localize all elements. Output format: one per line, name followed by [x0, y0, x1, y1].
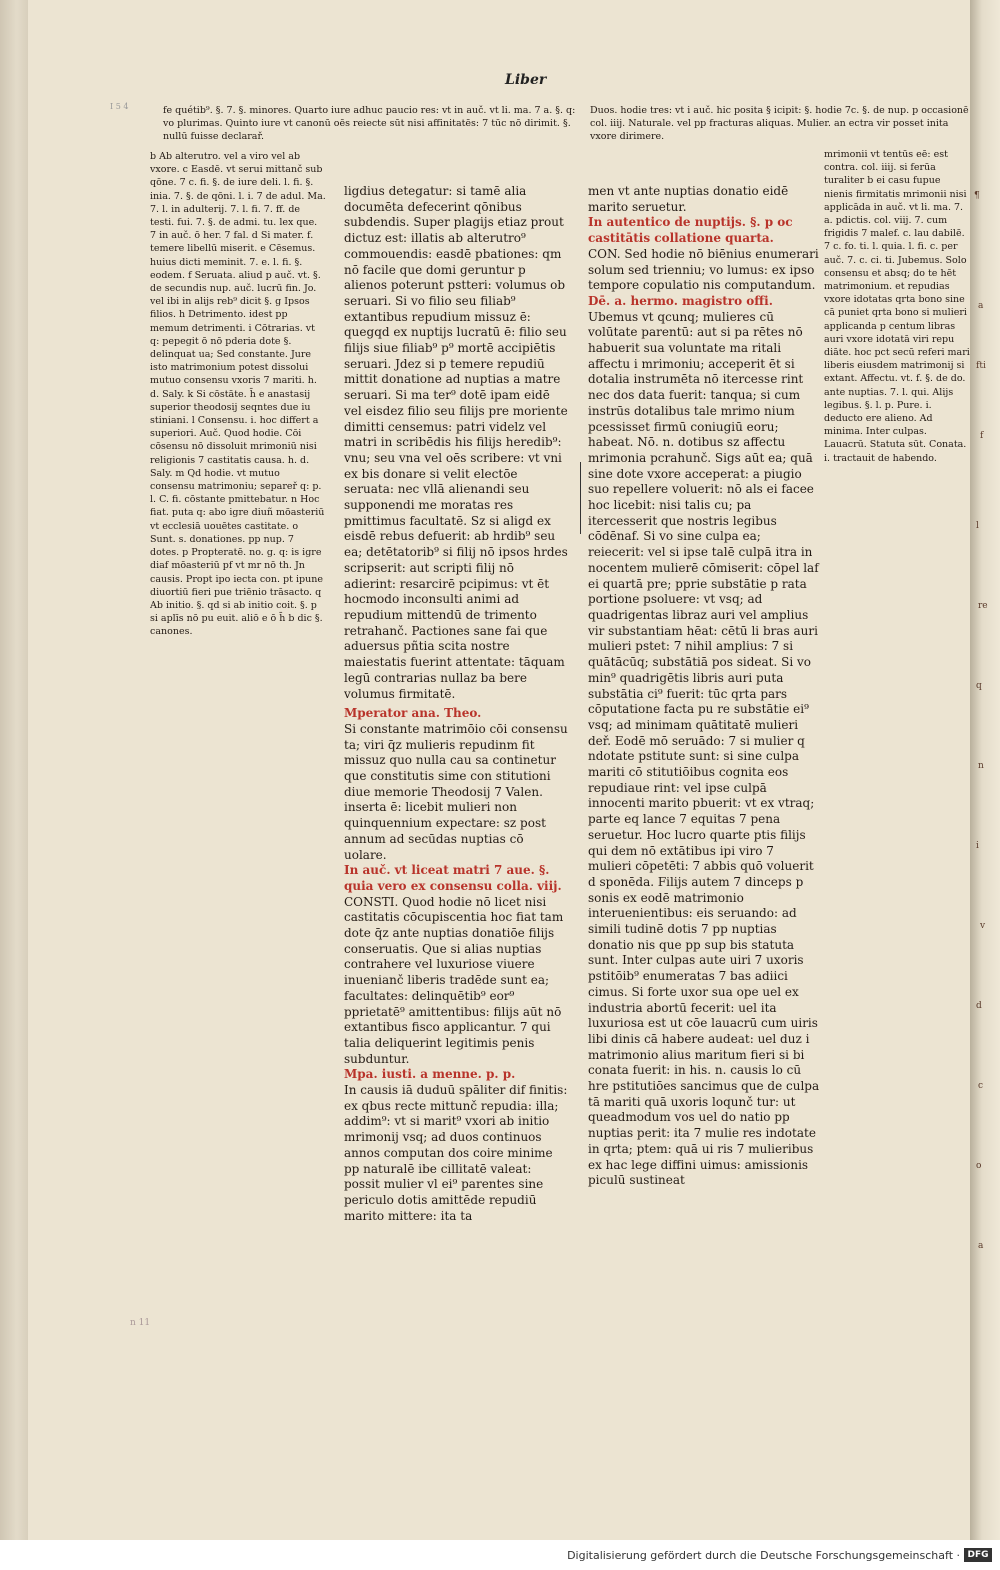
facing-fragment: d	[976, 1001, 982, 1011]
section-heading: Mpa. iusti. a menne. p. p.	[344, 1067, 516, 1082]
main-text: Ubemus vt qcunq; mulieres cū volūtate parentū: aut si pa rētes nō habuerit sua voluntate ma ritali affectu i mrimoniu; acceperit ēt si dotalia instrumēta nō itercesse rint nec dos data fuerit: tanqua; si cum instrūs dotalibus tale mrimo nium pcessisset firmū coniugiū eoru; habeat. Nō. n. dotibus sz affectu mrimonia pcrahunč. Sigs aūt ea; quā sine dote vxore acceperat: a piugio suo repellere voluerit: nō als ei facee hoc licebit: nisi talis cu; pa itercesserit que nostris legibus cōdēnaf. Si vo sine culpa ea; reiecerit: vel si ipse talē culpā itra in nocentem mulierē cōmiserit: cōpel laf ei quartā pre; pprie substātie p rata portione psoluere: vt vsq; ad quadrigentas libraz auri vel amplius vir substantiam hēat: cētū li bras auri mulieri pstet: 7 nihil amplius: 7 si quātācūq; substātiā pos sideat. Si vo min⁹ quadrigētis libris auri puta substātia ci⁹ fuerit: tūc qrta pars cōputatione facta pu re substātie ei⁹ vsq; ad minimam quātitatē mulieri deř. Eodē mō seruādo: 7 si mulier q ndotate pstitute sunt: si sine culpa mariti cō stitutiōibus cognita eos repudiaue rint: vel ipse culpā innocenti marito pbuerit: vt ex vtraq; parte eq lance 7 equitas 7 pena seruetur. Hoc lucro quarte ptis filijs qui dem nō extātibus ipi viro 7 mulieri cōpetēti: 7 abbis quō voluerit d sponēda. Filijs autem 7 dinceps p sonis ex eodē matrimonio interuenientibus: eis seruando: ad simili tudinē dotis 7 pp nuptias donatio nis que pp sup bis statuta sunt. Inter culpas aute uiri 7 uxoris pstitōib⁹ enumeratas 7 bas adiici cimus. Si forte uxor sua ope uel ex industria abortū fecerit: uel ita luxuriosa est ut cōe lauacrū cum uiris libi dinis cā habere audeat: uel duz i matrimonio alius maritum fieri si bi conata fuerit: in his. n. causis lo cū hre pstitutiōes sancimus que de culpa tā mariti quā uxoris loqunč tur: ut queadmodum vos uel do natio pp nuptias perit: ita 7 mulie res indotate in qrta; ptem: quā ui ris 7 mulieribus ex hac lege diffini uimus: amissionis piculū sustineat	[588, 309, 820, 1188]
main-text: men vt ante nuptias donatio eidē marito seruetur.	[588, 184, 789, 214]
facing-fragment: fti	[976, 361, 986, 371]
facing-fragment: q	[976, 681, 982, 691]
gloss-text: Duos. hodie tres: vt i auč. hic posita § icipit: §. hodie 7c. §. de nup. p occasionē col. iiij. Naturale. vel pp fracturas aliquas. Mulier. an ectra vir posset inita vxore dirimere.	[590, 105, 969, 142]
running-head: Liber	[505, 72, 547, 88]
section-heading: In autentico de nuptijs. §. p oc castitātis collatione quarta.	[588, 215, 793, 246]
facing-fragment: re	[978, 601, 988, 611]
gloss-text: b Ab alterutro. vel a viro vel ab vxore. c Easdē. vt serui mittanč sub qōne. 7 c. fi. §. de iure deli. l. fi. §. inia. 7. §. de qōni. l. i. 7 de adul. Ma. 7. l. in adulterij. 7. l. fi. 7. ff. de testi. fui. 7. §. de admi. tu. lex que. 7 in auč. ō her. 7 fal. d Si mater. f. temere libellū miserit. e Cēsemus. huius dicti meminit. 7. e. l. fi. §. eodem. f Seruata. aliud p auč. vt. §. de secundis nup. auč. lucrū fin. Jo. vel ibi in alijs reb⁹ dicit §. g Ipsos filios. h Detrimento. idest pp memum detrimenti. i Cōtrarias. vt q: pepegit ō nō pderia dote §. delinquat ua; Sed constante. Jure isto matrimonium potest dissolui mutuo consensu vxoris 7 mariti. h. d. Saly. k Si cōstāte. h̄ e anastasij superior theodosij seqntes due iu stiniani. l Consensu. i. hoc differt a superiori. Auč. Quod hodie. Cōi cōsensu nō dissoluit mrimoniū nisi religionis 7 castitatis causa. h. d. Saly. m Qd hodie. vt mutuo consensu matrimoniu; separeř q: p. l. C. fi. cōstante pmittebatur. n Hoc fiat. puta q: abo igre diuñ mōasteriū vt ecclesiā uouētes castitate. o Sunt. s. donationes. pp nup. 7 dotes. p Propteratē. no. g. q: is igre diaf mōasteriū pf vt mr nō th. Jn causis. Propt ipo iecta con. pt ipune diuortiū fieri pue triēnio trāsacto. q Ab initio. §. qd si ab initio coit. §. p si aplīs nō pu euit. aliō e ō h̄ b dic §. canones.	[150, 151, 326, 638]
facing-page-edge	[970, 0, 1000, 1540]
section-heading: Mperator ana. Theo.	[344, 706, 482, 721]
facing-fragment: a	[978, 301, 984, 311]
facing-fragment: f	[980, 431, 984, 441]
dfg-logo: DFG	[964, 1548, 992, 1562]
main-text: CONSTI. Quod hodie nō licet nisi castitatis cōcupiscentia hoc fiat tam dote q̄z ante nuptias donatiōe filijs conseruatis. Que si alias nuptias contrahere vel luxuriose viuere inuenianč liberis tradēde sunt ea; facultates: delinquētib⁹ eor⁹ pprietatē⁹ amittentibus: filijs aūt nō extantibus fisco applicantur. 7 qui talia deliquerint legitimis penis subduntur.	[344, 894, 564, 1066]
main-text: In causis iā duduū spāliter dif finitis: ex qbus recte mittunč repudia: illa; addim⁹: vt si marit⁹ vxori ab initio mrimonij vsq; ad duos continuos annos computan dos coire minime pp naturalē ibe cillitatē valeat: possit mulier vl ei⁹ parentes sine periculo dotis amittēde repudiū marito mittere: ita ta	[344, 1083, 568, 1223]
facing-fragment: l	[976, 521, 979, 531]
section-heading: Dē. a. hermo. magistro offi.	[588, 293, 773, 308]
footer-credit: Digitalisierung gefördert durch die Deutsche Forschungsgemeinschaft ·	[567, 1549, 960, 1562]
facing-fragment: o	[976, 1161, 982, 1171]
gloss-top-left	[163, 104, 583, 143]
signature-mark: n 11	[130, 1318, 151, 1328]
facing-fragment: a	[978, 1241, 984, 1251]
facing-fragment: i	[976, 841, 979, 851]
book-edge	[0, 0, 28, 1540]
main-text: CON. Sed hodie nō biēnius enumerari solum sed trienniu; vo lumus: ex ipso tempore copulatio nis computandum.	[588, 246, 819, 293]
main-text-column-2	[588, 184, 820, 1304]
main-text: Si constante matrimōio cōi consensu ta; viri q̄z mulieris repudinm fit missuz quo nulla cau sa continetur que constitutis sime con stitutioni diue memorie Theodosij 7 Valen. inserta ē: licebit mulieri non quinquennium expectare: sz post annum ad secūdas nuptias cō uolare.	[344, 721, 568, 862]
facing-fragment: v	[980, 921, 986, 931]
gloss-top-right	[590, 104, 975, 143]
left-gloss-column	[150, 150, 326, 1300]
gloss-text: fe quétib⁹. §. 7. §. minores. Quarto iure adhuc paucio res: vt in auč. vt li. ma. 7 a. §. q: vo plurimas. Quinto iure vt canonū oēs reiecte sūt nisi affinitatēs: 7 tūc nō dirimit. §. nullū fuisse declarař.	[163, 105, 576, 142]
facing-fragment: c	[978, 1081, 984, 1091]
section-heading: In auč. vt liceat matri 7 aue. §. quia vero ex consensu colla. viij.	[344, 863, 562, 893]
right-gloss-column	[824, 148, 970, 1288]
folio-mark: I 5 4	[110, 102, 129, 111]
facing-fragment: n	[978, 761, 984, 771]
facing-fragment: ¶	[974, 191, 980, 201]
footer-bar	[0, 1540, 1000, 1570]
margin-rule	[580, 462, 581, 534]
gloss-text: mrimonii vt tentūs eē: est contra. col. iiij. si ferūa turaliter b ei casu fupue nienis firmitatis mrimonii nisi applicāda in auč. vt li. ma. 7. a. pdictis. col. viij. 7. cum frigidis 7 malef. c. lau dabilē. 7 c. fo. ti. l. quia. l. fi. c. per auč. 7. c. ci. ti. Jubemus. Solo consensu et absq; do te hēt matrimonium. et repudias vxore idotatas qrta bono sine cā puniet qrta bono si mulieri applicanda p centum libras auri vxore idotatā viri repu diāte. hoc pct secū referi mari liberis eiusdem matrimonij si extant. Affectu. vt. f. §. de do. ante nuptias. 7. l. qui. Alijs legibus. §. l. p. Pure. i. deducto ere alieno. Ad minima. Inter culpas. Lauacrū. Statuta sūt. Conata. i. tractauit de habendo.	[824, 149, 970, 464]
main-text-column-1	[344, 184, 568, 1304]
main-text: ligdius detegatur: si tamē alia documēta defecerint qōnibus subdendis. Super plagijs etiaz prout dictuz est: illatis ab alterutro⁹ commouendis: easdē pbationes: qm nō facile que domi geruntur p alienos poterunt pstteri: volumus ob seruari. Si vo filio seu filiab⁹ extantibus repudium missuz ē: quegqd ex nuptijs lucratū ē: filio seu filijs siue filiab⁹ p⁹ mortē accipiētis seruari. Jdez si p temere repudiū mittit donatione ad nuptias a matre seruari. Si ma ter⁹ dotē ipam eidē vel eisdez filio seu filijs pre moriente dimitti censemus: patri videlz vel matri in scribēdis his filijs heredib⁹: vnu; seu vna vel oēs scribere: vt vni ex bis donare si velit electōe seruata: nec vllā alienandi seu supponendi me moratas res pmittimus facultatē. Sz si aligd ex eisdē rebus defuerit: ab hrdib⁹ seu ea; detētatorib⁹ si filij nō ipsos hrdes scripserit: aut scripti filij nō adierint: resarcirē pcipimus: vt ēt hocmodo inconsulti animi ad repudium mittendū de trimento retrahanč. Pactiones sane fai que aduersus pñtia scita nostre maiestatis fuerint attentate: tāquam legū contrarias nullaz ba bere volumus firmitatē.	[344, 184, 568, 701]
